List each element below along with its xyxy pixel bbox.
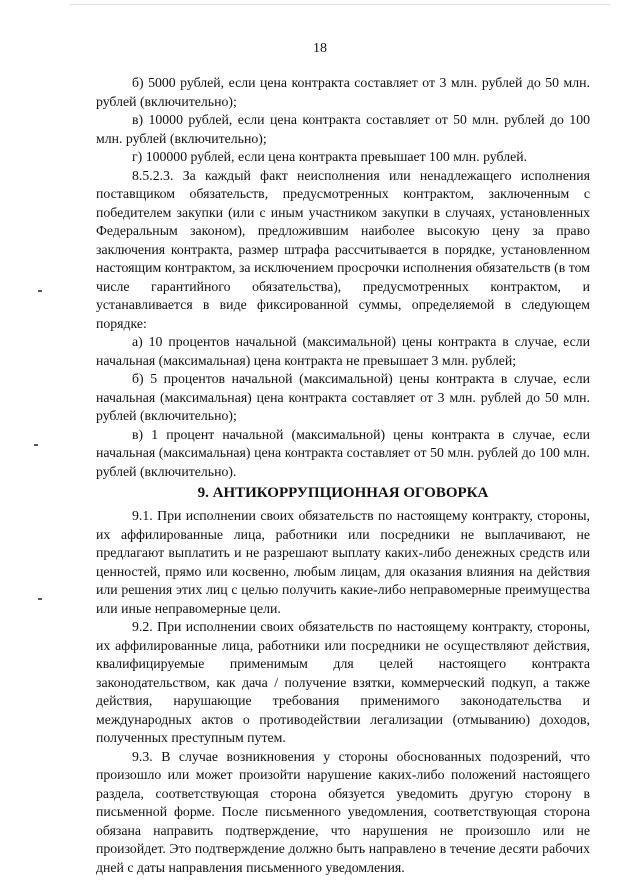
scan-speck <box>38 290 42 292</box>
paragraph-9-3: 9.3. В случае возникновения у стороны обоснованных подозрений, что произошло или может произойти нарушение каких-либо положений настоящего раздела, соответствующая сторона обязуется уведомить другую сторону в письменной форме. После письменного уведомления, соответствующая сторона обязана направить подтверждение, что нарушения не произошло или не произойдет. Это подтверждение должно быть направлено в течение десяти рабочих дней с даты направления письменного уведомления. <box>96 748 590 875</box>
paragraph-g-100000: г) 100000 рублей, если цена контракта превышает 100 млн. рублей. <box>132 149 528 164</box>
page-number: 18 <box>313 41 327 56</box>
section-heading: 9. АНТИКОРРУПЦИОННАЯ ОГОВОРКА <box>197 485 489 501</box>
paragraph-9-1: 9.1. При исполнении своих обязательств по настоящему контракту, стороны, их аффилированные лица, работники или посредники не выплачивают, не предлагают выплатить и не разрешают выплату каких-либо денежных средств или ценностей, прямо или косвенно, любым лицам, для оказания влияния на действия или решения этих лиц с целью получить какие-либо неправомерные преимущества или иные неправомерные цели. <box>96 508 590 616</box>
paragraph-a-10-percent: а) 10 процентов начальной (максимальной) цены контракта в случае, если начальная (максимальная) цена контракта не превышает 3 млн. рублей; <box>96 334 590 368</box>
paragraph-v-10000: в) 10000 рублей, если цена контракта составляет от 50 млн. рублей до 100 млн. рублей (включительно); <box>96 112 590 146</box>
document-body <box>96 74 590 877</box>
scan-speck <box>34 444 38 446</box>
paragraph-b-5-percent: б) 5 процентов начальной (максимальной) цены контракта в случае, если начальная (максимальная) цена контракта составляет от 3 млн. рублей до 50 млн. рублей (включительно); <box>96 371 590 423</box>
scan-speck <box>38 598 42 600</box>
paragraph-b-5000: б) 5000 рублей, если цена контракта составляет от 3 млн. рублей до 50 млн. рублей (включительно); <box>96 75 590 109</box>
paragraph-9-2: 9.2. При исполнении своих обязательств по настоящему контракту, стороны, их аффилированные лица, работники или посредники не осуществляют действия, квалифицируемые применимым для целей настоящего контракта законодательством, как дача / получение взятки, коммерческий подкуп, а также действия, нарушающие требования применимого законодательства и международных актов о противодействии легализации (отмыванию) доходов, полученных преступным путем. <box>96 619 590 745</box>
paragraph-v-1-percent: в) 1 процент начальной (максимальной) цены контракта в случае, если начальная (максимальная) цена контракта составляет от 50 млн. рублей до 100 млн. рублей (включительно). <box>96 426 590 479</box>
scan-edge-line <box>70 4 610 5</box>
paragraph-8-5-2-3: 8.5.2.3. За каждый факт неисполнения или ненадлежащего исполнения поставщиком обязательств, предусмотренных контрактом, заключенным с победителем закупки (или с иным участником закупки в случаях, установленных Федеральным законом), предложившим наиболее высокую цену за право заключения контракта, размер штрафа рассчитывается в порядке, установленном настоящим контрактом, за исключением просрочки исполнения обязательств (в том числе гарантийного обязательства), предусмотренных контрактом, и устанавливается в виде фиксированной суммы, определяемой в следующем порядке: <box>96 167 590 331</box>
